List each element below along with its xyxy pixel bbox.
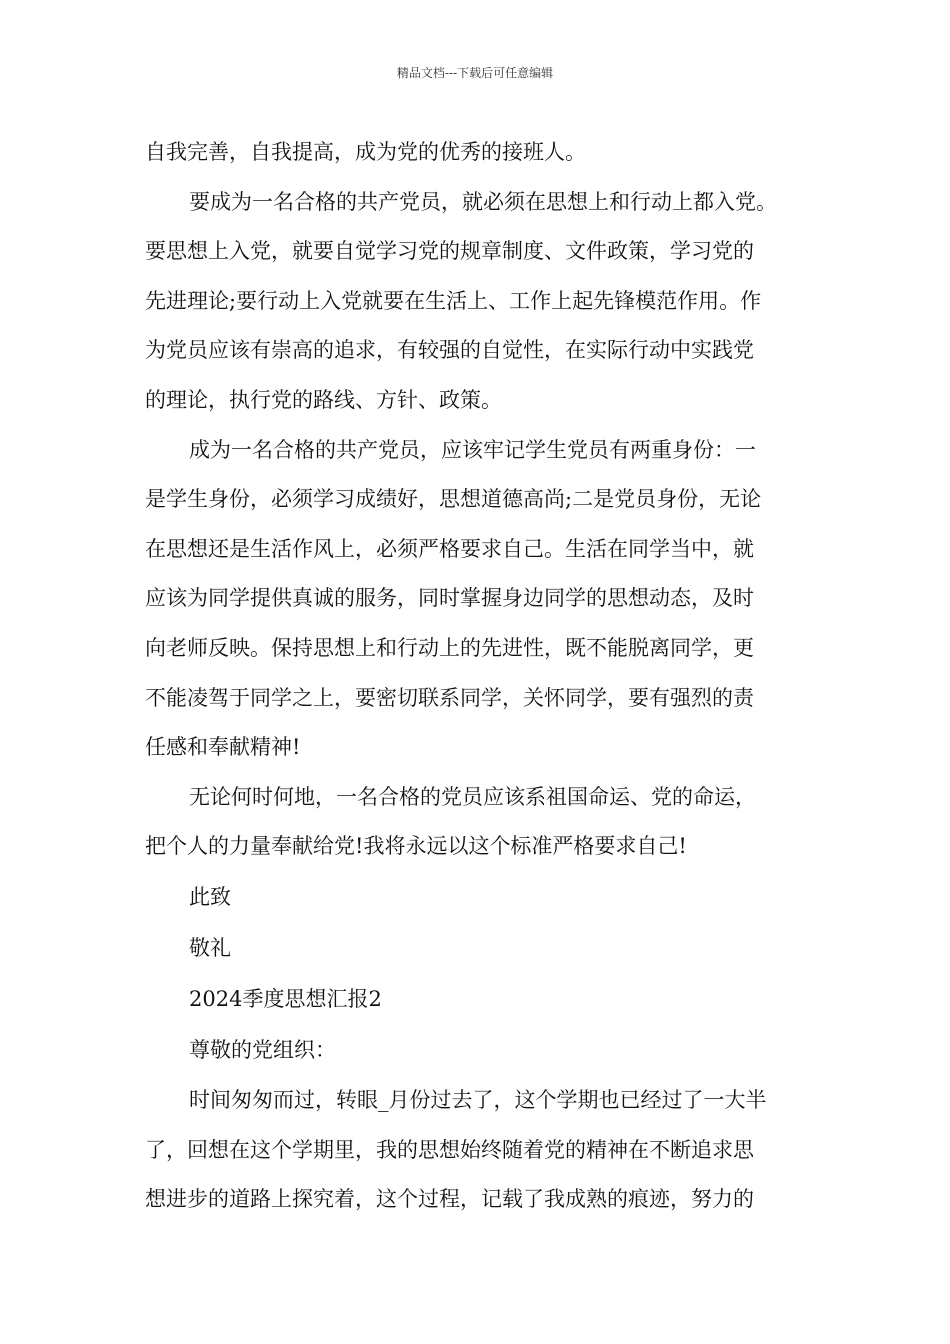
text-line: 时间匆匆而过，转眼_月份过去了，这个学期也已经过了一大半 (189, 1087, 767, 1112)
text-line: 是学生身份，必须学习成绩好，思想道德高尚;二是党员身份，无论 (145, 487, 762, 512)
text-line: 为党员应该有崇高的追求，有较强的自觉性，在实际行动中实践党 (145, 338, 754, 363)
page-header: 精品文档---下载后可任意编辑 (396, 66, 554, 80)
text-line: 成为一名合格的共产党员，应该牢记学生党员有两重身份：一 (189, 437, 756, 462)
paragraph-5 (145, 1076, 815, 1225)
text-line: 自我完善，自我提高，成为党的优秀的接班人。 (145, 140, 586, 164)
text-line: 在思想还是生活作风上，必须严格要求自己。生活在同学当中，就 (145, 536, 754, 561)
text-line: 的理论，执行党的路线、方针、政策。 (145, 387, 502, 412)
text-line: 了，回想在这个学期里，我的思想始终随着党的精神在不断追求思 (145, 1137, 754, 1162)
paragraph-4 (145, 773, 815, 872)
text-line: 想进步的道路上探究着，这个过程，记载了我成熟的痕迹，努力的 (145, 1187, 754, 1212)
paragraph-1 (145, 128, 815, 178)
salutation-cizhi: 此致 (189, 884, 231, 909)
text-line: 向老师反映。保持思想上和行动上的先进性，既不能脱离同学，更 (145, 635, 754, 660)
text-line: 任感和奉献精神! (145, 735, 301, 760)
text-line: 不能凌驾于同学之上，要密切联系同学，关怀同学，要有强烈的责 (145, 685, 754, 710)
greeting: 尊敬的党组织： (189, 1037, 336, 1062)
salutation-jingli: 敬礼 (189, 935, 231, 960)
text-line: 要思想上入党，就要自觉学习党的规章制度、文件政策，学习党的 (145, 239, 754, 264)
text-line: 无论何时何地，一名合格的党员应该系祖国命运、党的命运， (189, 784, 756, 809)
paragraph-3 (145, 426, 815, 773)
paragraph-2 (145, 178, 815, 426)
text-line: 先进理论;要行动上入党就要在生活上、工作上起先锋模范作用。作 (145, 288, 762, 313)
section-title: 2024季度思想汇报2 (189, 986, 382, 1011)
document-body (145, 128, 815, 1225)
text-line: 把个人的力量奉献给党!我将永远以这个标准严格要求自己! (145, 834, 687, 859)
text-line: 应该为同学提供真诚的服务，同时掌握身边同学的思想动态，及时 (145, 586, 754, 611)
text-line: 要成为一名合格的共产党员，就必须在思想上和行动上都入党。 (189, 189, 777, 214)
